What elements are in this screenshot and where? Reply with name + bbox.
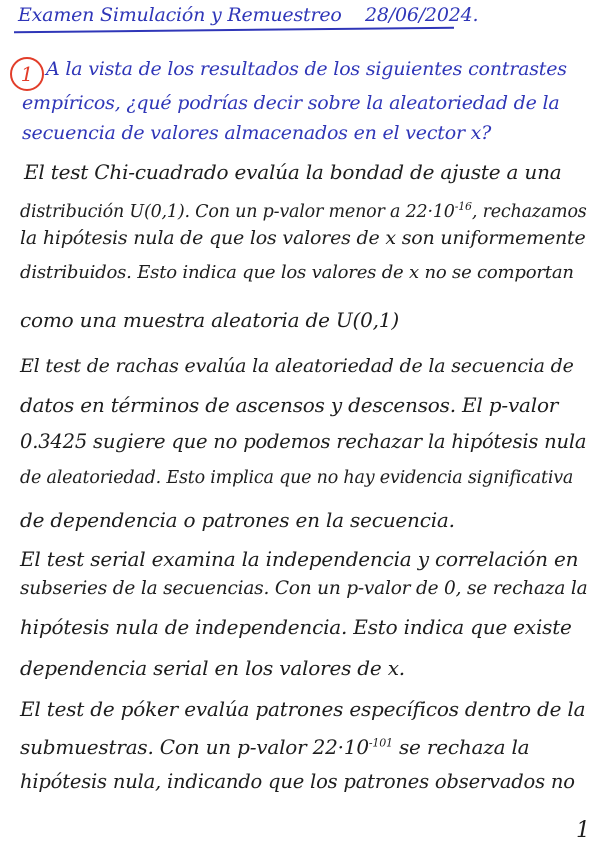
question-line-1: A la vista de los resultados de los siguientes contrastes [46,58,567,80]
answer-line-7: datos en términos de ascensos y descensos. El p-valor [20,393,559,417]
answer-line-4: distribuidos. Esto indica que los valores de x no se comportan [20,262,574,283]
answer-line-6: El test de rachas evalúa la aleatoriedad de la secuencia de [20,355,574,377]
answer-line-2-text: distribución U(0,1). Con un p-valor menor a 22·10 [20,201,455,222]
answer-line-5: como una muestra aleatoria de U(0,1) [20,308,399,332]
question-line-3: secuencia de valores almacenados en el vector x? [22,122,492,144]
answer-line-14: dependencia serial en los valores de x. [20,656,405,680]
answer-line-8: 0.3425 sugiere que no podemos rechazar la hipótesis nula [20,430,587,453]
answer-line-2-tail: , rechazamos [471,201,587,222]
answer-line-2 [20,200,587,222]
exponent-2: -101 [368,736,393,750]
exam-date: 28/06/2024. [364,4,479,26]
answer-line-10: de dependencia o patrones en la secuencia. [20,508,455,532]
answer-line-17: hipótesis nula, indicando que los patrones observados no [20,770,575,793]
answer-line-13: hipótesis nula de independencia. Esto indica que existe [20,615,572,639]
answer-line-16-tail: se rechaza la [392,735,530,759]
answer-line-3: la hipótesis nula de que los valores de x son uniformemente [20,227,586,249]
exponent-1: -16 [454,200,472,213]
answer-line-11: El test serial examina la independencia y correlación en [20,547,579,571]
question-number: 1 [20,62,34,86]
answer-line-1: El test Chi-cuadrado evalúa la bondad de ajuste a una [24,160,562,184]
answer-line-12: subseries de la secuencias. Con un p-valor de 0, se rechaza la [20,578,588,599]
title-underline [14,27,454,34]
question-line-2: empíricos, ¿qué podrías decir sobre la aleatoriedad de la [22,92,560,114]
answer-line-16 [20,735,529,759]
exam-title-text: Examen Simulación y Remuestreo [18,4,342,26]
question-number-circle [10,57,44,91]
answer-line-15: El test de póker evalúa patrones específicos dentro de la [20,697,586,721]
exam-title [18,4,478,26]
answer-line-9: de aleatoriedad. Esto implica que no hay evidencia significativa [20,468,574,488]
answer-line-16-text: submuestras. Con un p-valor 22·10 [20,735,369,759]
page-number: 1 [576,818,590,843]
